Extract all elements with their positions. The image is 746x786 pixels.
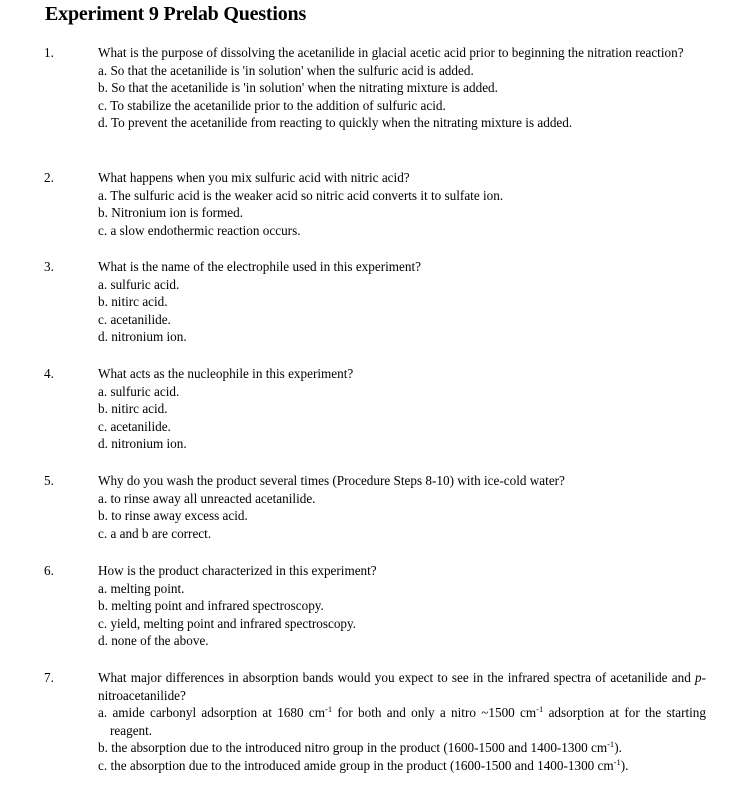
option-a: a. sulfuric acid. xyxy=(98,383,180,399)
question-stem: What is the purpose of dissolving the acetanilide in glacial acetic acid prior to beginning the nitration reaction? xyxy=(98,45,684,60)
question-body xyxy=(98,365,706,453)
question-body xyxy=(98,562,706,650)
option-c: c. acetanilide. xyxy=(98,418,171,434)
question-stem: How is the product characterized in this experiment? xyxy=(98,563,377,578)
question-stem xyxy=(98,669,706,704)
option-a: a. sulfuric acid. xyxy=(98,276,180,292)
option-d: d. nitronium ion. xyxy=(98,436,187,452)
question-body xyxy=(98,472,706,542)
superscript: -1 xyxy=(607,739,615,750)
option-text: adsorption at for the starting reagent. xyxy=(110,705,706,738)
question-stem: What is the name of the electrophile used in this experiment? xyxy=(98,259,421,274)
option-b: b. to rinse away excess acid. xyxy=(98,508,248,524)
option-b: b. Nitronium ion is formed. xyxy=(98,205,244,221)
option-b xyxy=(98,739,706,757)
stem-italic-prefix: p xyxy=(695,670,702,685)
option-c: c. a and b are correct. xyxy=(98,525,212,541)
option-text: a. amide carbonyl adsorption at 1680 cm xyxy=(98,705,325,721)
option-c xyxy=(98,757,706,775)
option-b: b. nitirc acid. xyxy=(98,294,168,310)
option-a: a. to rinse away all unreacted acetanilide. xyxy=(98,490,316,506)
superscript: -1 xyxy=(613,756,621,767)
option-c: c. To stabilize the acetanilide prior to the addition of sulfuric acid. xyxy=(98,97,446,113)
question-body xyxy=(98,44,706,132)
question-number: 3. xyxy=(44,259,54,274)
option-c: c. acetanilide. xyxy=(98,311,171,327)
question-body xyxy=(98,169,706,239)
superscript: -1 xyxy=(324,704,333,715)
option-a: a. So that the acetanilide is 'in solution' when the sulfuric acid is added. xyxy=(98,62,474,78)
option-d: d. none of the above. xyxy=(98,633,209,649)
option-a xyxy=(98,704,706,739)
question-number: 1. xyxy=(44,45,54,60)
option-d: d. To prevent the acetanilide from reacting to quickly when the nitrating mixture is added. xyxy=(98,115,573,131)
option-a: a. melting point. xyxy=(98,580,185,596)
option-text: ). xyxy=(620,757,629,773)
option-text: b. the absorption due to the introduced nitro group in the product (1600-1500 and 1400-1300 cm xyxy=(98,740,608,756)
option-a: a. The sulfuric acid is the weaker acid so nitric acid converts it to sulfate ion. xyxy=(98,187,504,203)
question-body xyxy=(98,258,706,346)
question-number: 2. xyxy=(44,170,54,185)
page-title: Experiment 9 Prelab Questions xyxy=(45,3,307,25)
question-stem: What happens when you mix sulfuric acid with nitric acid? xyxy=(98,170,410,185)
option-d: d. nitronium ion. xyxy=(98,329,187,345)
question-body xyxy=(98,669,706,775)
question-number: 4. xyxy=(44,366,54,381)
option-b: b. melting point and infrared spectroscopy. xyxy=(98,598,324,614)
question-number: 5. xyxy=(44,473,54,488)
option-text: for both and only a nitro ~1500 cm xyxy=(332,705,537,721)
option-b: b. nitirc acid. xyxy=(98,401,168,417)
superscript: -1 xyxy=(536,704,544,715)
question-number: 7. xyxy=(44,670,54,685)
option-c: c. yield, melting point and infrared spectroscopy. xyxy=(98,615,357,631)
option-text: c. the absorption due to the introduced amide group in the product (1600-1500 and 1400-1300 cm xyxy=(98,757,614,773)
option-c: c. a slow endothermic reaction occurs. xyxy=(98,222,301,238)
question-number: 6. xyxy=(44,563,54,578)
stem-text: What major differences in absorption bands would you expect to see in the infrared spectra of acetanilide and xyxy=(98,670,695,685)
option-text: ). xyxy=(614,740,622,756)
question-stem: What acts as the nucleophile in this experiment? xyxy=(98,366,354,381)
stem-text-end: -nitroacetanilide? xyxy=(98,670,706,703)
question-stem: Why do you wash the product several times (Procedure Steps 8-10) with ice-cold water? xyxy=(98,473,565,488)
option-b: b. So that the acetanilide is 'in solution' when the nitrating mixture is added. xyxy=(98,80,498,96)
